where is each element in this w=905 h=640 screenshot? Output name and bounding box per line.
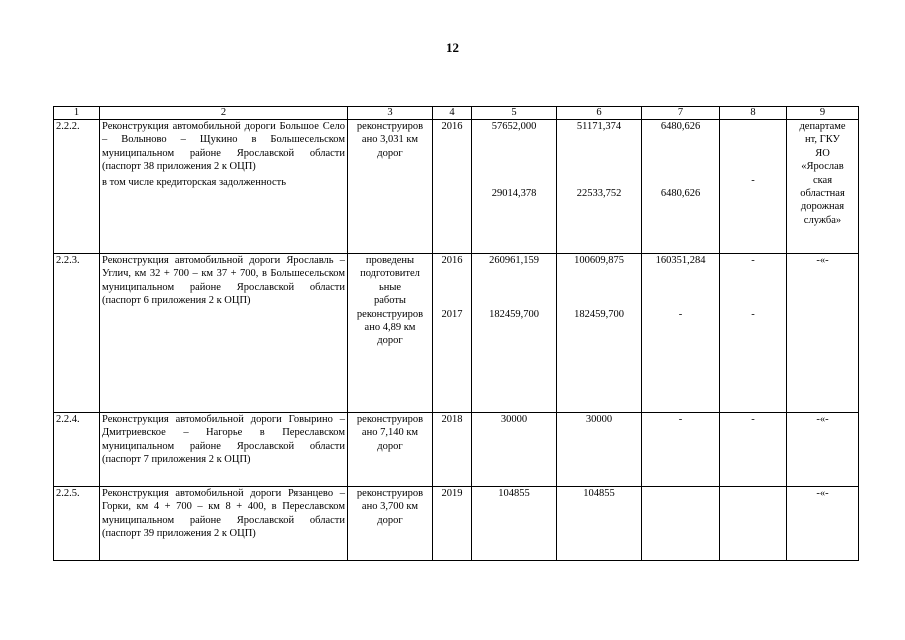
table-row bbox=[54, 487, 859, 561]
result-line: дорог bbox=[377, 147, 403, 159]
header-col-6: 6 bbox=[557, 107, 642, 120]
table-row bbox=[54, 254, 859, 413]
row-number: 2.2.5. bbox=[54, 487, 100, 561]
executor: -«- bbox=[787, 254, 859, 413]
executor-line: областная bbox=[800, 188, 845, 200]
result-line: ано 4,89 км bbox=[364, 322, 416, 334]
sub-col8-amount: - bbox=[751, 308, 755, 320]
header-col-3: 3 bbox=[348, 107, 433, 120]
executor: -«- bbox=[787, 413, 859, 487]
row-number: 2.2.4. bbox=[54, 413, 100, 487]
sub-col6-amount: 182459,700 bbox=[574, 308, 624, 320]
col6-amount: 104855 bbox=[557, 487, 642, 561]
result-line: реконструиров bbox=[356, 488, 424, 499]
total-amount: 30000 bbox=[472, 413, 557, 487]
col8-amount bbox=[720, 487, 787, 561]
total-amount: 260961,159 bbox=[489, 255, 539, 266]
year: 2019 bbox=[433, 487, 472, 561]
executor: -«- bbox=[787, 487, 859, 561]
sub-col8-amount: - bbox=[751, 174, 755, 186]
measure-name: Реконструкция автомобильной дороги Большое Село – Волыново – Щукино в Большесельском муниципальном районе Ярославской области (паспорт 38 приложения 2 к ОЦП) bbox=[102, 121, 345, 173]
col8-amount: - bbox=[751, 255, 755, 266]
executor-line: департаме bbox=[799, 121, 846, 132]
col6-amount: 30000 bbox=[557, 413, 642, 487]
result-line: работы bbox=[373, 295, 406, 307]
header-col-5: 5 bbox=[472, 107, 557, 120]
executor-line: ЯО bbox=[815, 147, 830, 159]
executor-line: служба» bbox=[803, 214, 842, 226]
row-number: 2.2.3. bbox=[54, 254, 100, 413]
col8-amount: - bbox=[720, 413, 787, 487]
sub-year: 2017 bbox=[441, 308, 463, 320]
result-line: дорог bbox=[377, 335, 403, 347]
result-line: дорог bbox=[377, 514, 403, 526]
header-col-4: 4 bbox=[433, 107, 472, 120]
col6-amount: 100609,875 bbox=[574, 255, 624, 266]
measure-result bbox=[348, 254, 433, 413]
header-col-7: 7 bbox=[642, 107, 720, 120]
executor-line: «Ярослав bbox=[801, 161, 844, 173]
sub-col7-amount: 6480,626 bbox=[660, 187, 701, 199]
col7-amount: - bbox=[642, 413, 720, 487]
result-line: ано 3,031 км bbox=[361, 134, 419, 146]
result-line: подготовител bbox=[360, 268, 420, 280]
result-line: реконструиров bbox=[356, 308, 424, 320]
col7-amount bbox=[642, 487, 720, 561]
total-amount: 57652,000 bbox=[491, 121, 537, 132]
result-line: ано 7,140 км bbox=[361, 427, 419, 439]
measure-name: Реконструкция автомобильной дороги Говырино – Дмитриевское – Нагорье в Переславском муниципальном районе Ярославской области (паспорт 7 приложения 2 к ОЦП) bbox=[100, 413, 348, 487]
col6-amount: 51171,374 bbox=[576, 121, 622, 132]
col7-amount: 6480,626 bbox=[660, 121, 701, 132]
row-number: 2.2.2. bbox=[54, 120, 100, 254]
header-col-8: 8 bbox=[720, 107, 787, 120]
result-line: дорог bbox=[377, 440, 403, 452]
result-line: проведены bbox=[365, 255, 415, 266]
sub-col6-amount: 22533,752 bbox=[576, 187, 622, 199]
header-col-9: 9 bbox=[787, 107, 859, 120]
program-table bbox=[53, 106, 859, 561]
year: 2016 bbox=[433, 120, 472, 254]
table-row bbox=[54, 120, 859, 254]
measure-result bbox=[348, 413, 433, 487]
header-col-1: 1 bbox=[54, 107, 100, 120]
result-line: ьные bbox=[378, 281, 402, 293]
col7-amount: 160351,284 bbox=[655, 255, 706, 266]
year: 2016 bbox=[441, 255, 463, 266]
result-line: реконструиров bbox=[356, 121, 424, 132]
measure-result bbox=[348, 487, 433, 561]
result-line: реконструиров bbox=[356, 414, 424, 425]
executor-line: дорожная bbox=[800, 201, 845, 213]
sub-total-amount: 29014,378 bbox=[491, 187, 537, 199]
page-number: 12 bbox=[446, 40, 459, 55]
table-row bbox=[54, 413, 859, 487]
measure-result bbox=[348, 120, 433, 254]
sub-total-amount: 182459,700 bbox=[489, 308, 539, 320]
executor-line: ская bbox=[812, 174, 833, 186]
result-line: ано 3,700 км bbox=[361, 501, 419, 513]
measure-name: Реконструкция автомобильной дороги Ярославль – Углич, км 32 + 700 – км 37 + 700, в Большесельском муниципальном районе Ярославской области (паспорт 6 приложения 2 к ОЦП) bbox=[100, 254, 348, 413]
measure-name: Реконструкция автомобильной дороги Рязанцево – Горки, км 4 + 700 – км 8 + 400, в Переславском муниципальном районе Ярославской области (паспорт 39 приложения 2 к ОЦП) bbox=[100, 487, 348, 561]
header-col-2: 2 bbox=[100, 107, 348, 120]
measure-subitem: в том числе кредиторская задолженность bbox=[102, 176, 287, 188]
sub-col7-amount: - bbox=[678, 308, 683, 320]
executor-line: нт, ГКУ bbox=[805, 134, 840, 146]
executor bbox=[787, 120, 859, 254]
year: 2018 bbox=[433, 413, 472, 487]
total-amount: 104855 bbox=[472, 487, 557, 561]
table-header-row bbox=[54, 107, 859, 120]
